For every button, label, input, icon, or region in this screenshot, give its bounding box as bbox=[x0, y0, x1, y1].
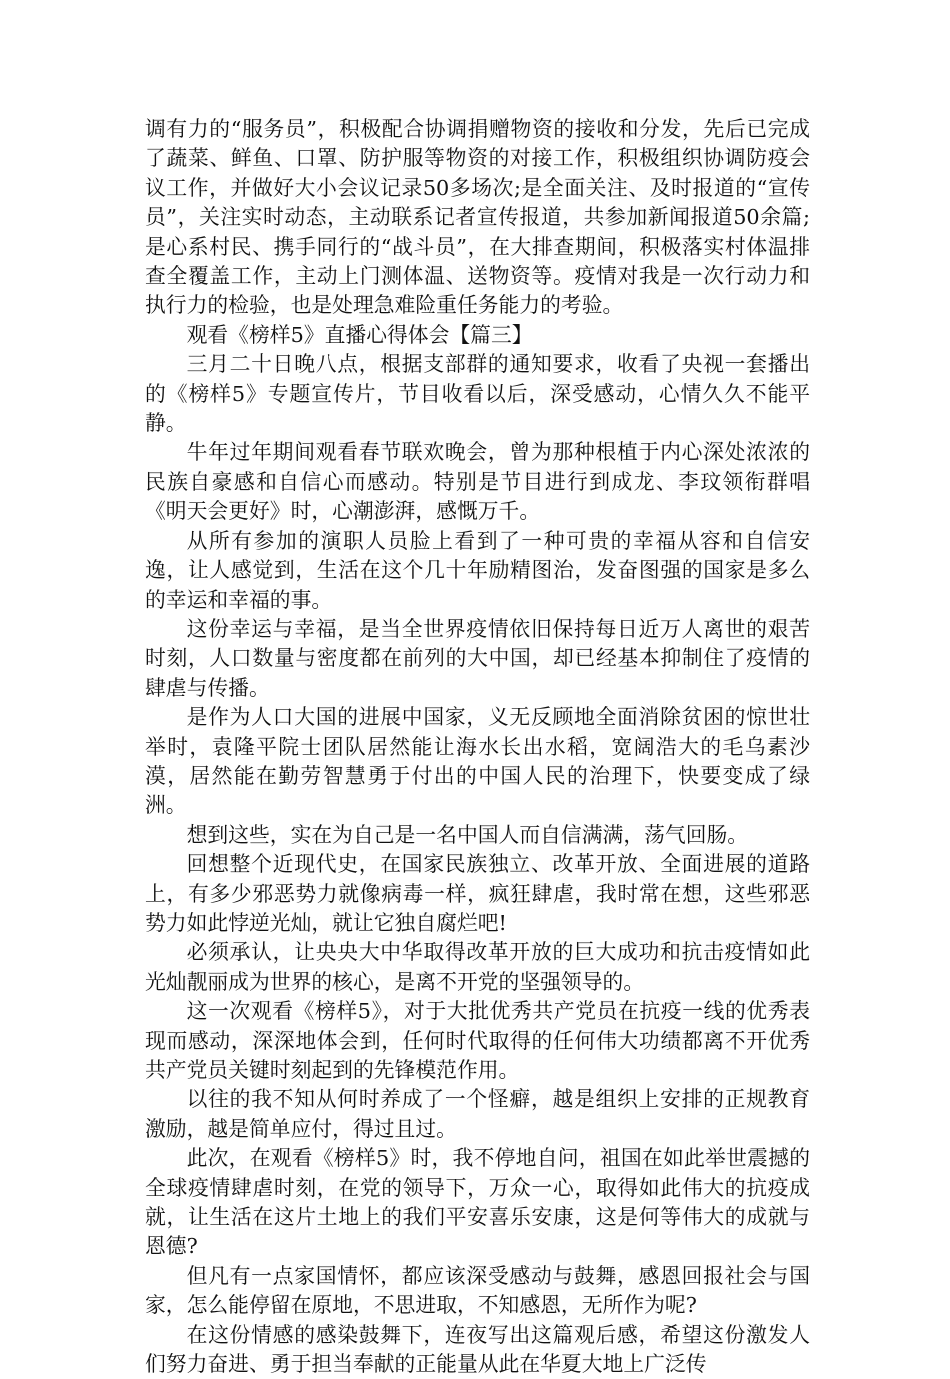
paragraph: 三月二十日晚八点，根据支部群的通知要求，收看了央视一套播出的《榜样5》专题宣传片，节目收看以后，深受感动，心情久久不能平静。 bbox=[145, 352, 810, 436]
document-body bbox=[145, 115, 810, 1379]
section-heading: 观看《榜样5》直播心得体会【篇三】 bbox=[186, 322, 533, 347]
paragraph: 以往的我不知从何时养成了一个怪癖，越是组织上安排的正规教育激励，越是简单应付，得过且过。 bbox=[145, 1087, 810, 1141]
paragraph-continued: 调有力的“服务员”，积极配合协调捐赠物资的接收和分发，先后已完成了蔬菜、鲜鱼、口罩、防护服等物资的对接工作，积极组织协调防疫会议工作，并做好大小会议记录50多场次;是全面关注、及时报道的“宣传员”，关注实时动态，主动联系记者宣传报道，共参加新闻报道50余篇;是心系村民、携手同行的“战斗员”，在大排查期间，积极落实村体温排查全覆盖工作，主动上门测体温、送物资等。疫情对我是一次行动力和执行力的检验，也是处理急难险重任务能力的考验。 bbox=[145, 117, 810, 318]
paragraph: 这份幸运与幸福，是当全世界疫情依旧保持每日近万人离世的艰苦时刻，人口数量与密度都在前列的大中国，却已经基本抑制住了疫情的肆虐与传播。 bbox=[145, 616, 810, 700]
paragraph: 此次，在观看《榜样5》时，我不停地自问，祖国在如此举世震撼的全球疫情肆虐时刻，在党的领导下，万众一心，取得如此伟大的抗疫成就，让生活在这片土地上的我们平安喜乐安康，这是何等伟大的成就与恩德? bbox=[145, 1146, 810, 1259]
paragraph: 想到这些，实在为自己是一名中国人而自信满满，荡气回肠。 bbox=[186, 822, 749, 847]
paragraph: 但凡有一点家国情怀，都应该深受感动与鼓舞，感恩回报社会与国家，怎么能停留在原地，不思进取，不知感恩，无所作为呢? bbox=[145, 1263, 810, 1318]
paragraph: 这一次观看《榜样5》，对于大批优秀共产党员在抗疫一线的优秀表现而感动，深深地体会到，任何时代取得的任何伟大功绩都离不开优秀共产党员关键时刻起到的先锋模范作用。 bbox=[145, 999, 810, 1082]
paragraph: 牛年过年期间观看春节联欢晚会，曾为那种根植于内心深处浓浓的民族自豪感和自信心而感动。特别是节目进行到成龙、李玟领衔群唱《明天会更好》时，心潮澎湃，感慨万千。 bbox=[145, 440, 810, 524]
paragraph: 从所有参加的演职人员脸上看到了一种可贵的幸福从容和自信安逸，让人感觉到，生活在这个几十年励精图治，发奋图强的国家是多么的幸运和幸福的事。 bbox=[145, 528, 810, 612]
paragraph: 在这份情感的感染鼓舞下，连夜写出这篇观后感，希望这份激发人们努力奋进、勇于担当奉献的正能量从此在华夏大地上广泛传 bbox=[145, 1322, 810, 1377]
paragraph: 回想整个近现代史，在国家民族独立、改革开放、全面进展的道路上，有多少邪恶势力就像病毒一样，疯狂肆虐，我时常在想，这些邪恶势力如此悖逆光灿，就让它独自腐烂吧! bbox=[145, 852, 810, 935]
paragraph: 是作为人口大国的进展中国家，义无反顾地全面消除贫困的惊世壮举时，袁隆平院士团队居然能让海水长出水稻，宽阔浩大的毛乌素沙漠，居然能在勤劳智慧勇于付出的中国人民的治理下，快要变成了绿洲。 bbox=[145, 705, 810, 818]
paragraph: 必须承认，让央央大中华取得改革开放的巨大成功和抗击疫情如此光灿靓丽成为世界的核心，是离不开党的坚强领导的。 bbox=[145, 940, 810, 994]
